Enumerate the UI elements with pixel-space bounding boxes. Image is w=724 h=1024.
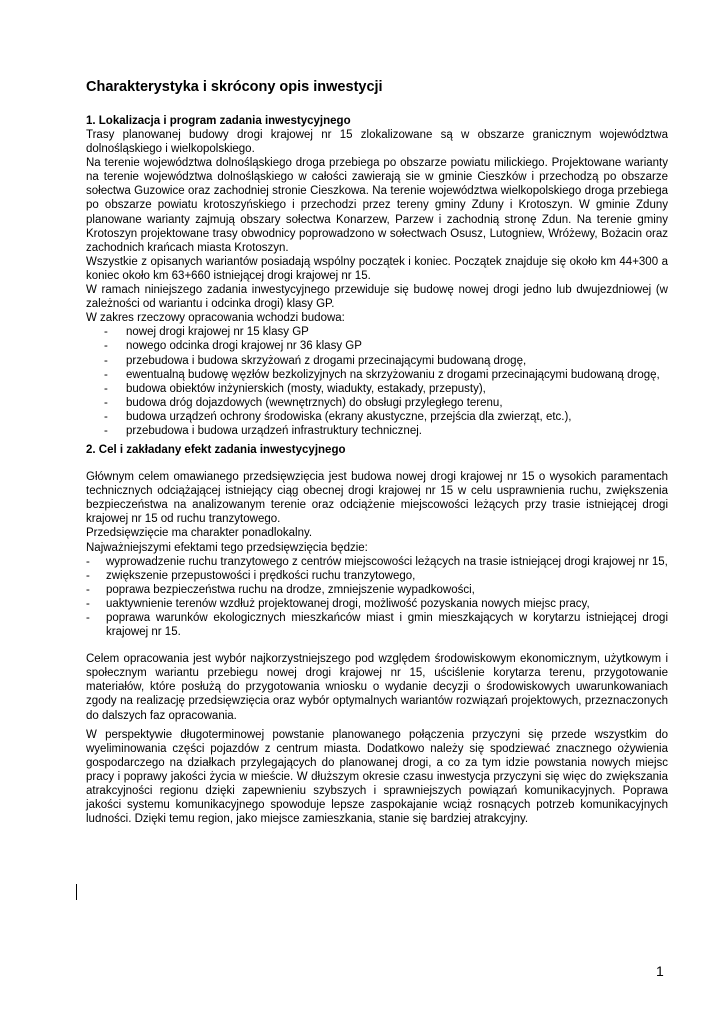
- list-item: - budowa obiektów inżynierskich (mosty, wiadukty, estakady, przepusty),: [86, 382, 668, 396]
- list-item: - przebudowa i budowa skrzyżowań z drogami przecinającymi budowaną drogę,: [86, 354, 668, 368]
- section-1-paragraph: Na terenie województwa dolnośląskiego droga przebiega po obszarze powiatu milickiego. Projektowane warianty na terenie województwa dolnośląskiego w całości zawierają sie w gminie Cieszków i przechodzą po obszarze sołectwa Guzowice oraz zachodniej stronie Cieszkowa. Na terenie województwa wielkopolskiego droga przebiega po obszarze powiatu krotoszyńskiego i przechodzi przez tereny gminy Zduny i Krotoszyn. W gminie Zduny planowane warianty zajmują obszary sołectwa Konarzew, Parzew i zachodnią stronę Zdun. Na terenie gminy Krotoszyn projektowane trasy obwodnicy poprowadzono w sołectwach Osusz, Lutogniew, Wróżewy, Bożacin oraz zachodnich krańcach miasta Krotoszyn.: [86, 157, 668, 254]
- list-item: - przebudowa i budowa urządzeń infrastruktury technicznej.: [86, 424, 668, 438]
- section-1-heading: 1. Lokalizacja i program zadania inwestycyjnego: [86, 115, 351, 127]
- section-2-paragraph: Głównym celem omawianego przedsięwzięcia jest budowa nowej drogi krajowej nr 15 o wysokich paramentach technicznych odciążającej istniejący ciąg obecnej drogi krajowej nr 15 w celu usprawnienia ruchu, zwiększenia bezpieczeństwa na analizowanym terenie oraz odciążenie miejscowości leżących przy trasie istniejącej drogi krajowej nr 15 od ruchu tranzytowego.: [86, 471, 668, 526]
- list-item: - zwiększenie przepustowości i prędkości ruchu tranzytowego,: [86, 569, 668, 583]
- list-item: - poprawa warunków ekologicznych mieszkańców miast i gmin mieszkających w korytarzu istniejącej drogi krajowej nr 15.: [86, 611, 668, 639]
- list-item: - nowej drogi krajowej nr 15 klasy GP: [86, 325, 668, 339]
- section-1-paragraph: W ramach niniejszego zadania inwestycyjnego przewiduje się budowę nowej drogi jedno lub dwujezdniowej (w zależności od wariantu i odcinka drogi) klasy GP.: [86, 284, 668, 311]
- scope-list: [86, 325, 668, 438]
- list-item: - budowa dróg dojazdowych (wewnętrznych) do obsługi przyległego terenu,: [86, 396, 668, 410]
- list-item: - uaktywnienie terenów wzdłuż projektowanej drogi, możliwość pozyskania nowych miejsc pracy,: [86, 597, 668, 611]
- section-1-paragraph: Wszystkie z opisanych wariantów posiadają wspólny początek i koniec. Początek znajduje się około km 44+300 a koniec około km 63+660 istniejącej drogi krajowej nr 15.: [86, 255, 668, 282]
- section-2-heading: 2. Cel i zakładany efekt zadania inwestycyjnego: [86, 444, 346, 457]
- section-1-paragraph: W zakres rzeczowy opracowania wchodzi budowa:: [86, 312, 345, 325]
- list-item: - poprawa bezpieczeństwa ruchu na drodze, zmniejszenie wypadkowości,: [86, 583, 668, 597]
- page-number: 1: [656, 963, 664, 979]
- section-2-paragraph: Przedsięwzięcie ma charakter ponadlokalny.: [86, 527, 313, 540]
- list-item: - nowego odcinka drogi krajowej nr 36 klasy GP: [86, 339, 668, 353]
- section-2-paragraph: Najważniejszymi efektami tego przedsięwzięcia będzie:: [86, 541, 368, 554]
- section-1-paragraph: Trasy planowanej budowy drogi krajowej nr 15 zlokalizowane są w obszarze granicznym województwa dolnośląskiego i wielkopolskiego.: [86, 129, 668, 156]
- document-page: [86, 78, 668, 826]
- document-title: Charakterystyka i skrócony opis inwestycji: [86, 79, 383, 95]
- effects-list: [86, 555, 668, 640]
- section-2-paragraph: W perspektywie długoterminowej powstanie planowanego połączenia przyczyni się przede wszystkim do wyeliminowania części pojazdów z centrum miasta. Dodatkowo należy się spodziewać znacznego ożywienia gospodarczego na działkach przylegających do planowanej drogi, a co za tym idzie powstania nowych miejsc pracy i poprawy jakości życia w mieście. W dłuższym okresie czasu inwestycja przyczyni się więc do zwiększania atrakcyjności regionu dzięki zapewnieniu szybszych i sprawniejszych powiązań komunikacyjnych. Poprawa jakości systemu komunikacyjnego spowoduje lepsze zaspokajanie wciąż rosnących potrzeb komunikacyjnych ludności. Dzięki temu region, jako miejsce zamieszkania, stanie się bardziej atrakcyjny.: [86, 728, 668, 826]
- list-item: - wyprowadzenie ruchu tranzytowego z centrów miejscowości leżących na trasie istniejącej drogi krajowej nr 15,: [86, 555, 668, 569]
- list-item: - budowa urządzeń ochrony środowiska (ekrany akustyczne, przejścia dla zwierząt, etc.),: [86, 410, 668, 424]
- section-2-paragraph: Celem opracowania jest wybór najkorzystniejszego pod względem środowiskowym ekonomicznym, użytkowym i społecznym wariantu przebiegu nowej drogi krajowej nr 15, uściślenie korytarza terenu, przygotowanie materiałów, które posłużą do przygotowania wniosku o wydanie decyzji o środowiskowych uwarunkowaniach zgody na realizację przedsięwzięcia oraz wybór optymalnych wariantów rozwiązań projektowych, przeznaczonych do dalszych faz opracowania.: [86, 653, 668, 722]
- list-item: - ewentualną budowę węzłów bezkolizyjnych na skrzyżowaniu z drogami przecinającymi budowaną drogę,: [86, 368, 668, 382]
- text-cursor: [76, 884, 77, 900]
